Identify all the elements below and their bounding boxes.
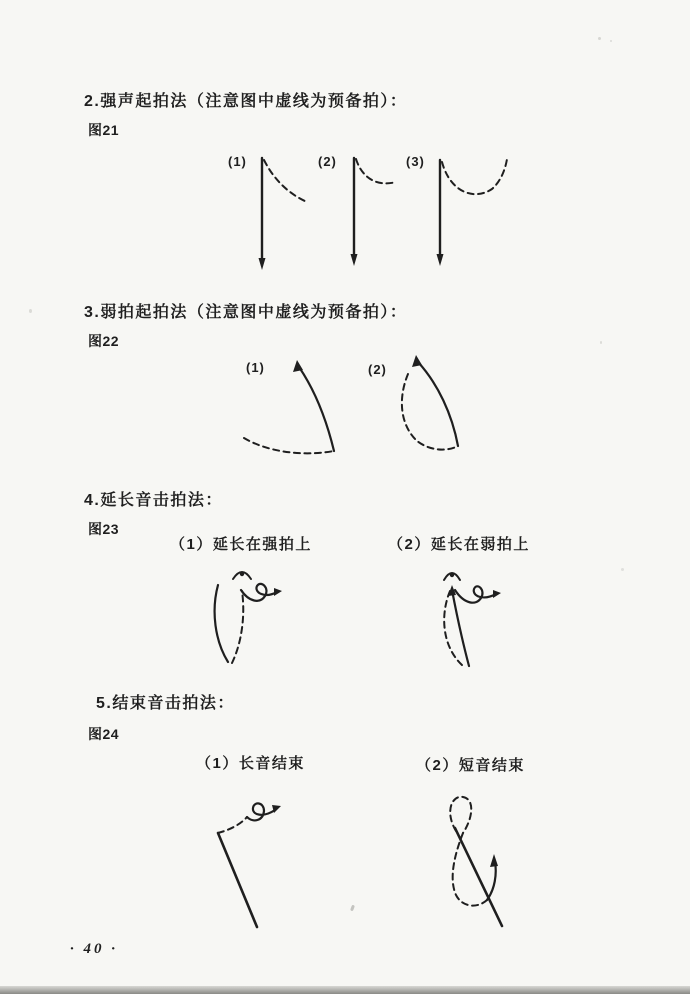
fig24-diagram-1 (193, 788, 311, 936)
up-arrowhead-icon (293, 360, 303, 372)
fig23-diagram-2 (418, 563, 536, 685)
preparatory-beat-dashed-curve (264, 160, 307, 202)
scan-edge-shadow (0, 986, 690, 994)
scan-speck (621, 568, 624, 571)
fig24-caption-2: （2）短音结束 (416, 757, 525, 774)
preparatory-beat-dashed-curve (244, 438, 334, 453)
scan-speck (610, 40, 612, 42)
preparatory-beat-dashed-curve (442, 159, 507, 194)
fig23-diagram-1 (193, 563, 311, 685)
fig24-caption-1: （1）长音结束 (196, 755, 305, 772)
cutoff-solid-curve (487, 862, 496, 900)
down-arrowhead-icon (437, 254, 444, 266)
release-stroke-line (218, 833, 257, 927)
up-arrowhead-icon (490, 854, 498, 867)
upbeat-solid-curve (299, 367, 334, 451)
fig21-diagram-3 (404, 144, 524, 278)
fig22-diagram-2 (356, 348, 474, 463)
down-arrowhead-icon (259, 258, 266, 270)
cutoff-loop-curve (247, 803, 275, 820)
fig23-caption-2: （2）延长在弱拍上 (388, 536, 530, 553)
figure-24-label: 图24 (88, 726, 120, 742)
down-arrowhead-icon (351, 254, 358, 266)
rebound-dashed-curve (232, 591, 243, 663)
up-arrowhead-icon (412, 355, 422, 367)
section-3-heading: 3.弱拍起拍法（注意图中虚线为预备拍）： (84, 304, 408, 321)
fig22-diagram-1-number: (1) (246, 360, 265, 375)
scan-speck (350, 905, 355, 912)
section-2-heading: 2.强声起拍法（注意图中虚线为预备拍）： (84, 93, 408, 110)
section-5-heading: 5.结束音击拍法： (96, 695, 235, 712)
hold-loop-curve (455, 586, 496, 602)
upper-dashed-loop (450, 797, 471, 833)
fig21-diagram-1-number: (1) (228, 154, 247, 169)
hold-loop-curve (241, 584, 277, 601)
scan-speck (598, 37, 601, 40)
figure-22-label: 图22 (88, 333, 120, 349)
fig22-diagram-2-number: (2) (368, 362, 387, 377)
section-4-heading: 4.延长音击拍法： (84, 492, 223, 509)
fig22-diagram-1 (236, 350, 351, 462)
fig21-diagram-3-number: (3) (406, 154, 425, 169)
downbeat-solid-curve (215, 585, 228, 662)
right-arrowhead-icon (274, 588, 282, 596)
scan-speck (29, 309, 32, 313)
fig24-diagram-2 (418, 788, 542, 940)
right-arrowhead-icon (493, 590, 501, 598)
approach-dashed-curve (218, 817, 247, 833)
page-number: · 40 · (70, 941, 118, 957)
figure-21-label: 图21 (88, 122, 120, 138)
fig23-caption-1: （1）延长在强拍上 (170, 536, 312, 553)
preparatory-beat-dashed-curve (356, 159, 396, 183)
upbeat-solid-curve (418, 362, 458, 446)
fermata-dot-icon (450, 573, 454, 577)
fig21-diagram-2-number: (2) (318, 154, 337, 169)
fermata-dot-icon (240, 572, 244, 576)
fig21-diagram-1 (226, 146, 321, 278)
lower-dashed-loop (453, 833, 487, 906)
figure-23-label: 图23 (88, 521, 120, 537)
scan-speck (600, 341, 602, 344)
